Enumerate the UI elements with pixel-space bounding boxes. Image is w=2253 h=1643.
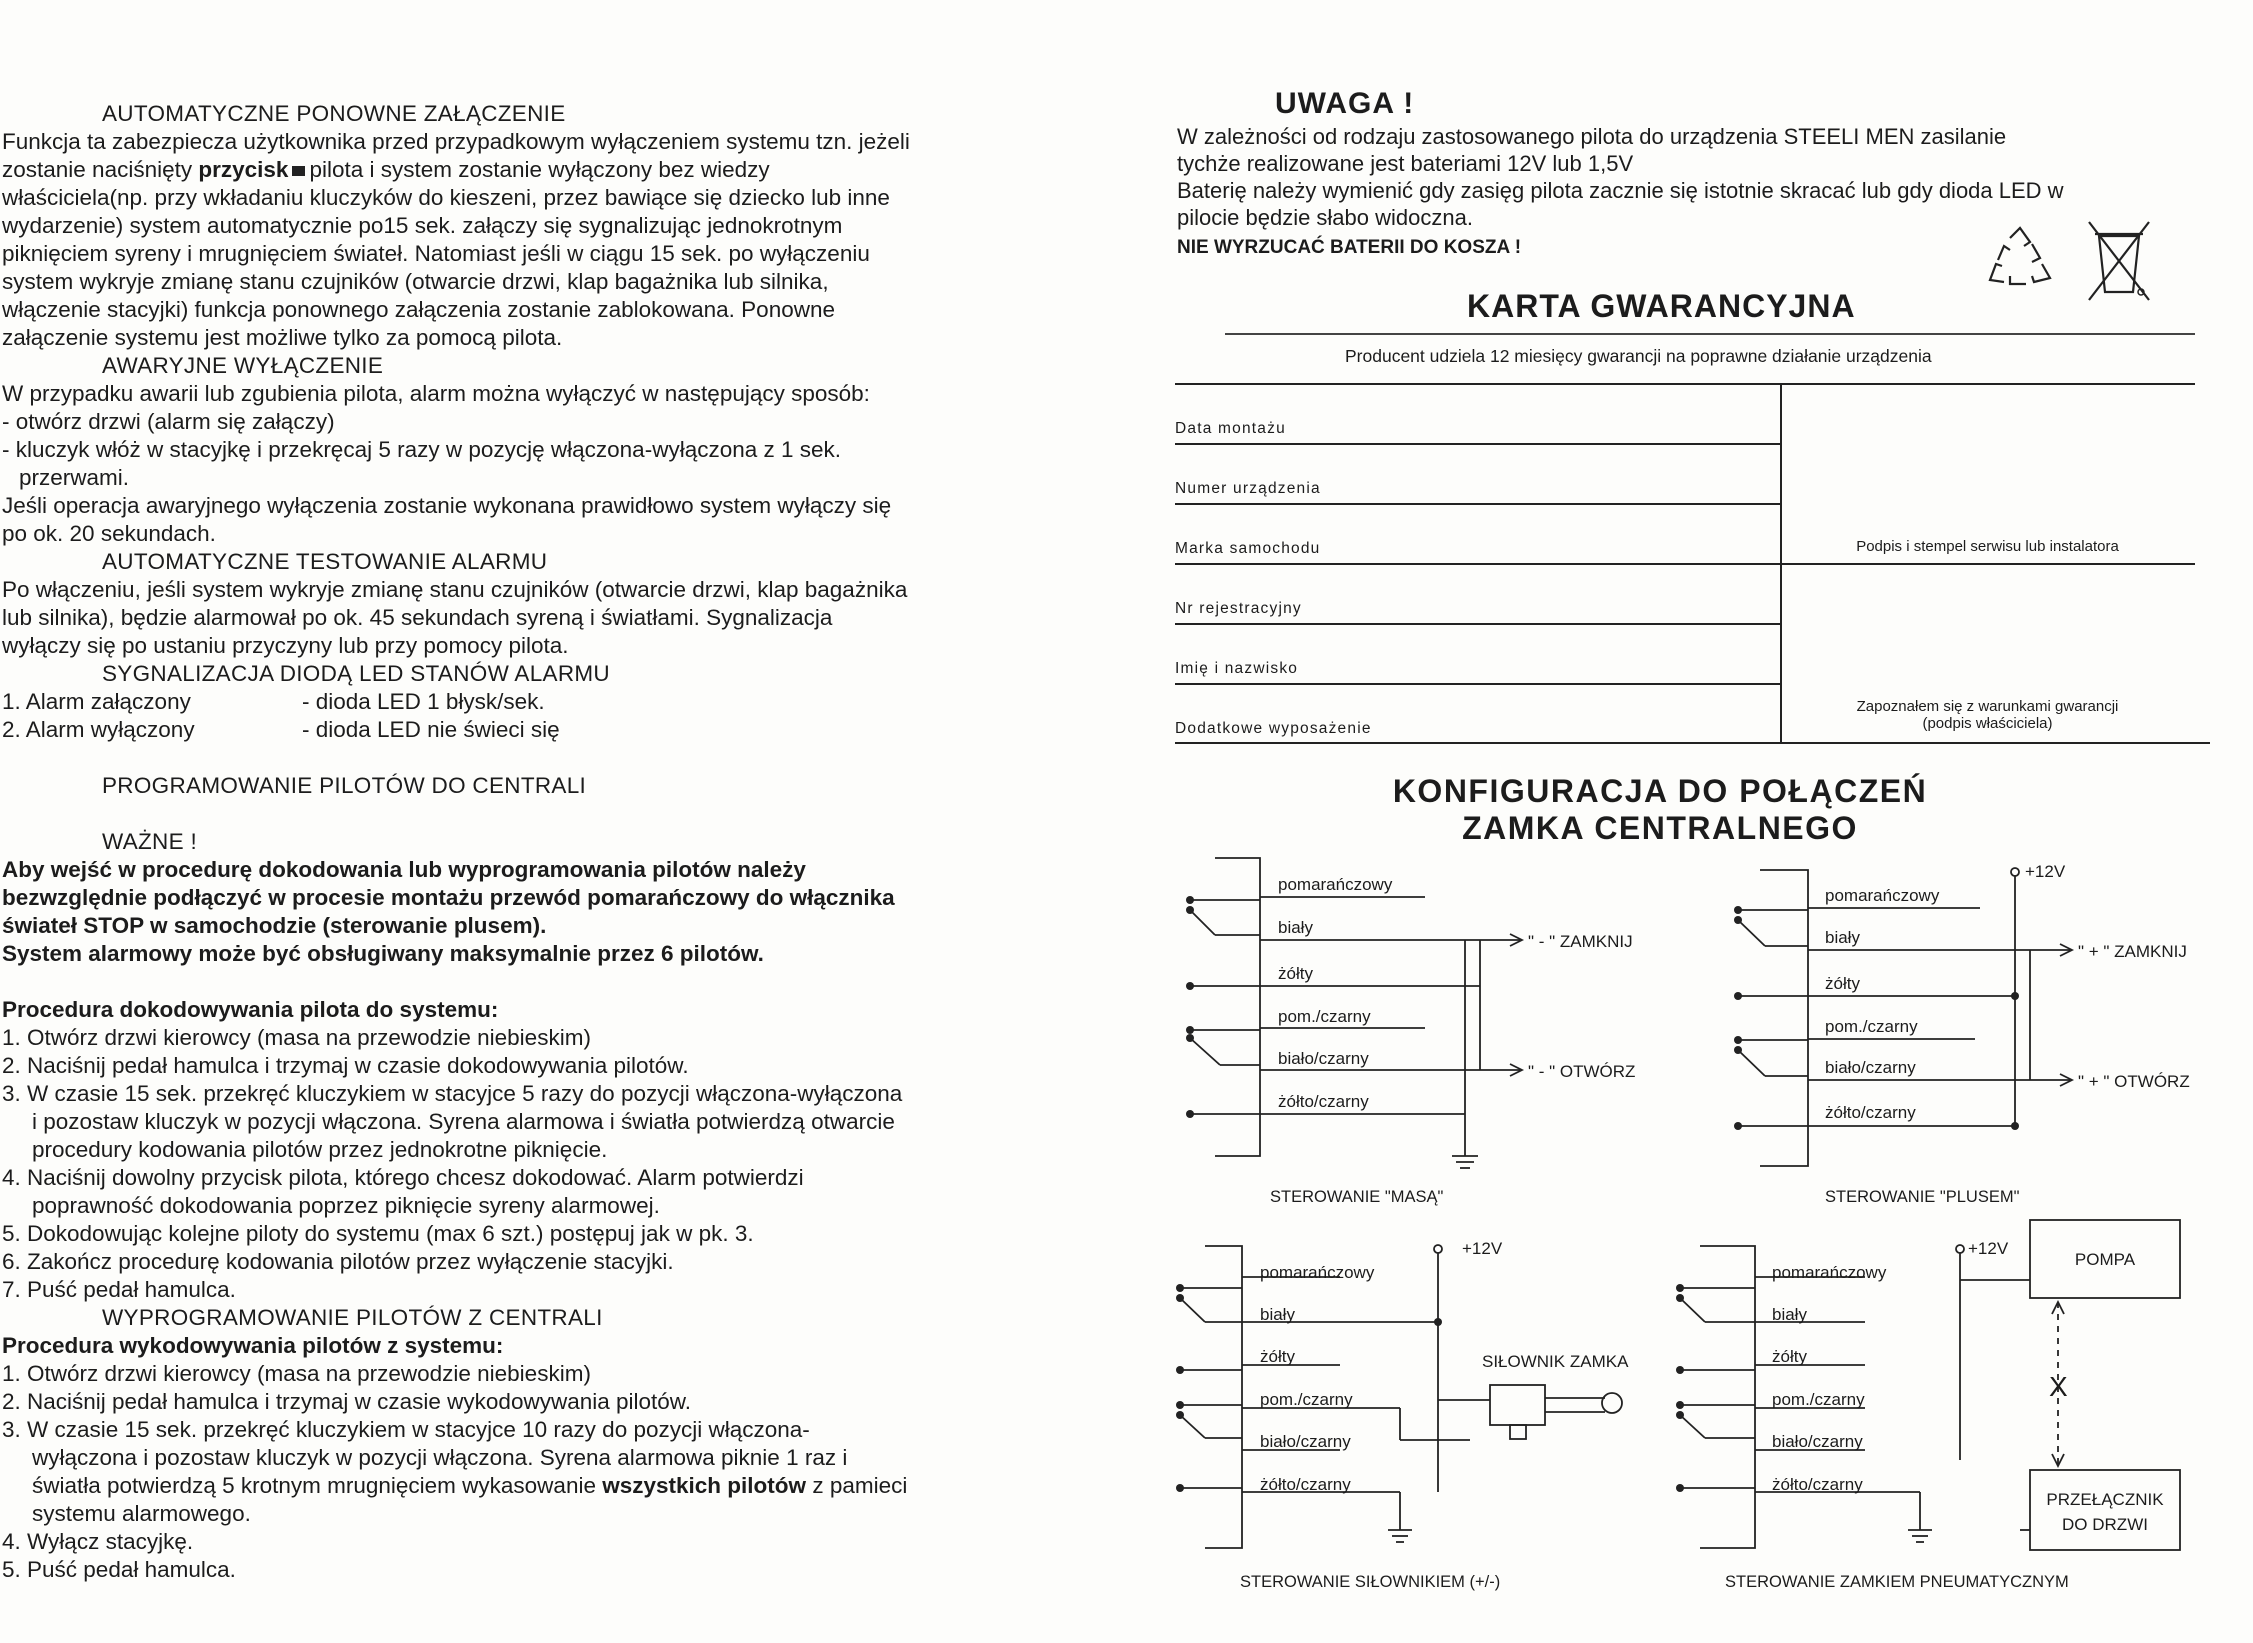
wire-label: pom./czarny [1825, 1017, 1918, 1036]
bold-line: Aby wejść w procedurę dokodowania lub wyprogramowania pilotów należy [2, 857, 806, 882]
switch-label-2: DO DRZWI [2062, 1515, 2148, 1534]
wire-label: pomarańczowy [1772, 1263, 1887, 1282]
step-line: 3. W czasie 15 sek. przekręć kluczykiem w stacyjce 5 razy do pozycji włączona-wyłączona [2, 1081, 903, 1106]
caption-plus: STEROWANIE "PLUSEM" [1825, 1188, 2020, 1206]
step-line: procedury kodowania pilotów przez jednokrotne piknięcie. [32, 1137, 608, 1162]
text-line: przerwami. [19, 465, 130, 490]
wire-label: biało/czarny [1772, 1432, 1863, 1451]
step-line: poprawność dokodowania poprzez piknięcie syreny alarmowej. [32, 1193, 660, 1218]
step-line: 2. Naciśnij pedał hamulca i trzymaj w czasie wykodowywania pilotów. [2, 1389, 692, 1414]
text-line: piknięciem syreny i mrugnięciem świateł. Natomiast jeśli w ciągu 15 sek. po wyłączeniu [2, 241, 870, 266]
caption-mass: STEROWANIE "MASĄ" [1270, 1188, 1444, 1206]
wire-label: biały [1278, 918, 1313, 937]
wire-label: żółto/czarny [1825, 1103, 1916, 1122]
plus12-label: +12V [1462, 1239, 1503, 1258]
heading-emergency: AWARYJNE WYŁĄCZENIE [102, 353, 384, 378]
crossed-bin-icon [2085, 214, 2153, 306]
field-extra-equipment: Dodatkowe wyposażenie [1175, 720, 1372, 737]
text-line: - otwórz drzwi (alarm się załączy) [2, 409, 335, 434]
wire-label: pomarańczowy [1825, 886, 1940, 905]
right-page [1160, 0, 2253, 1643]
important-label: WAŻNE ! [102, 829, 198, 854]
text-line: - kluczyk włóż w stacyjkę i przekręcaj 5 razy w pozycję włączona-wyłączona z 1 sek. [2, 437, 842, 462]
led-row: 1. Alarm załączony - dioda LED 1 błysk/sek. [2, 689, 545, 714]
text-line: Po włączeniu, jeśli system wykryje zmianę stanu czujników (otwarcie drzwi, klap bagażnika [2, 577, 908, 602]
heading-led: SYGNALIZACJA DIODĄ LED STANÓW ALARMU [102, 661, 610, 686]
wire-label: żółto/czarny [1260, 1475, 1351, 1494]
text-line: załączenie systemu jest możliwe tylko za pomocą pilota. [2, 325, 563, 350]
heading-auto-reengage: AUTOMATYCZNE PONOWNE ZAŁĄCZENIE [102, 101, 566, 126]
caption-actuator: STEROWANIE SIŁOWNIKIEM (+/-) [1240, 1573, 1501, 1591]
text-line: Funkcja ta zabezpiecza użytkownika przed przypadkowym wyłączeniem systemu tzn. jeżeli [2, 129, 910, 154]
text-line: wydarzenie) system automatycznie po15 sek. załączy się sygnalizując jednokrotnym [2, 213, 843, 238]
config-title: KONFIGURACJA DO POŁĄCZEŃ ZAMKA CENTRALNEGO [1392, 773, 1928, 846]
text-line: W przypadku awarii lub zgubienia pilota, alarm można wyłączyć w następujący sposób: [2, 381, 870, 406]
field-device-number: Numer urządzenia [1175, 480, 1321, 497]
wire-label: żółty [1825, 974, 1860, 993]
wire-label: żółty [1260, 1347, 1295, 1366]
recycle-icon [1980, 222, 2060, 302]
uwaga-text [1177, 123, 2064, 231]
wire-label: żółty [1772, 1347, 1807, 1366]
open-plus-label: " + " OTWÓRZ [2078, 1072, 2190, 1091]
text-line: pilocie będzie słabo widoczna. [1177, 205, 1473, 230]
step-line: 5. Puść pedał hamulca. [2, 1557, 236, 1582]
close-minus-label: " - " ZAMKNIJ [1528, 932, 1633, 951]
wire-label: żółto/czarny [1772, 1475, 1863, 1494]
step-line: 7. Puść pedał hamulca. [2, 1277, 236, 1302]
pump-label: POMPA [2074, 1250, 2136, 1269]
wire-label: pom./czarny [1772, 1390, 1865, 1409]
cross-mark: X [2049, 1371, 2068, 1402]
service-signature-label: Podpis i stempel serwisu lub instalatora [1856, 538, 2119, 555]
led-row: 2. Alarm wyłączony - dioda LED nie świeci się [2, 717, 560, 742]
step-line: 4. Wyłącz stacyjkę. [2, 1529, 194, 1554]
step-line: 5. Dokodowując kolejne piloty do systemu (max 6 szt.) postępuj jak w pk. 3. [2, 1221, 754, 1246]
step-line: 4. Naciśnij dowolny przycisk pilota, którego chcesz dokodować. Alarm potwierdzi [2, 1165, 804, 1190]
text-line: system wykryje zmianę stanu czujników (otwarcie drzwi, klap bagażnika lub silnika, [2, 269, 829, 294]
text-line: właściciela(np. przy wkładaniu kluczyków do kieszeni, przez bawiące się dziecko lub inne [2, 185, 890, 210]
wiring-diagrams [1160, 840, 2253, 1600]
text-line: tychże realizowane jest bateriami 12V lub 1,5V [1177, 151, 1634, 176]
wire-label: biały [1825, 928, 1860, 947]
wire-label: biało/czarny [1825, 1058, 1916, 1077]
owner-signature-label: Zapoznałem się z warunkami gwarancji (podpis właściciela) [1856, 698, 2119, 732]
field-install-date: Data montażu [1175, 420, 1286, 437]
bold-line: bezwzględnie podłączyć w procesie montażu przewód pomarańczowy do włącznika [2, 885, 895, 910]
field-car-make: Marka samochodu [1175, 540, 1321, 557]
wire-label: biały [1260, 1305, 1295, 1324]
left-page [0, 0, 1045, 1643]
step-line: 1. Otwórz drzwi kierowcy (masa na przewodzie niebieskim) [2, 1361, 591, 1386]
text-line: włączenie stacyjki) funkcja ponownego załączenia zostanie zablokowana. Ponowne [2, 297, 835, 322]
text-line: W zależności od rodzaju zastosowanego pilota do urządzenia STEELI MEN zasilanie [1177, 124, 2007, 149]
wire-label: pom./czarny [1260, 1390, 1353, 1409]
heading-programming: PROGRAMOWANIE PILOTÓW DO CENTRALI [102, 773, 587, 798]
wire-label: pom./czarny [1278, 1007, 1371, 1026]
procedure-title: Procedura dokodowywania pilota do systemu: [2, 997, 499, 1022]
step-line: 3. W czasie 15 sek. przekręć kluczykiem w stacyjce 10 razy do pozycji włączona- [2, 1417, 810, 1442]
text-line: Jeśli operacja awaryjnego wyłączenia zostanie wykonana prawidłowo system wyłączy się [2, 493, 892, 518]
wire-label: biało/czarny [1278, 1049, 1369, 1068]
caption-pneumatic: STEROWANIE ZAMKIEM PNEUMATYCZNYM [1725, 1573, 2069, 1591]
left-column-text [2, 100, 910, 1584]
wire-label: biały [1772, 1305, 1807, 1324]
text-line: zostanie naciśnięty przycisk pilota i system zostanie wyłączony bez wiedzy [2, 157, 770, 182]
uwaga-title: UWAGA ! [1275, 87, 1415, 120]
procedure-title: Procedura wykodowywania pilotów z systemu: [2, 1333, 504, 1358]
bold-line: świateł STOP w samochodzie (sterowanie plusem). [2, 913, 547, 938]
wire-label: żółty [1278, 964, 1313, 983]
text-line: lub silnika), będzie alarmował po ok. 45 sekundach syreną i światłami. Sygnalizacja [2, 605, 833, 630]
bold-line: System alarmowy może być obsługiwany maksymalnie przez 6 pilotów. [2, 941, 764, 966]
wire-label: pomarańczowy [1260, 1263, 1375, 1282]
diagram-actuator-control [1180, 1246, 1622, 1548]
heading-deprogramming: WYPROGRAMOWANIE PILOTÓW Z CENTRALI [102, 1305, 603, 1330]
text-line: wyłączy się po ustaniu przyczyny lub przy pomocy pilota. [2, 633, 569, 658]
open-minus-label: " - " OTWÓRZ [1528, 1062, 1636, 1081]
step-line: systemu alarmowego. [32, 1501, 251, 1526]
step-line: 6. Zakończ procedurę kodowania pilotów przez wyłączenie stacyjki. [2, 1249, 674, 1274]
wire-label: żółto/czarny [1278, 1092, 1369, 1111]
step-line: 2. Naciśnij pedał hamulca i trzymaj w czasie dokodowywania pilotów. [2, 1053, 689, 1078]
remote-button-icon [292, 166, 305, 176]
field-name: Imię i nazwisko [1175, 660, 1299, 677]
plus12-label: +12V [2025, 862, 2066, 881]
step-line: wyłączona i pozostaw kluczyk w pozycji włączona. Syrena alarmowa piknie 1 raz i [32, 1445, 848, 1470]
step-line: światła potwierdzą 5 krotnym mrugnięciem wykasowanie wszystkich pilotów z pamieci [32, 1473, 908, 1498]
warranty-producer-note: Producent udziela 12 miesięcy gwarancji na poprawne działanie urządzenia [1345, 346, 1932, 366]
close-plus-label: " + " ZAMKNIJ [2078, 942, 2187, 961]
wire-label: biało/czarny [1260, 1432, 1351, 1451]
step-line: 1. Otwórz drzwi kierowcy (masa na przewodzie niebieskim) [2, 1025, 591, 1050]
warranty-title: KARTA GWARANCYJNA [1467, 288, 1856, 324]
heading-autotest: AUTOMATYCZNE TESTOWANIE ALARMU [102, 549, 548, 574]
plus12-label: +12V [1968, 1239, 2009, 1258]
switch-label-1: PRZEŁĄCZNIK [2046, 1490, 2164, 1509]
text-line: po ok. 20 sekundach. [2, 521, 216, 546]
wire-label: pomarańczowy [1278, 875, 1393, 894]
text-line: Baterię należy wymienić gdy zasięg pilota zacznie się istotnie skracać lub gdy dioda LED w [1177, 178, 2064, 203]
actuator-label: SIŁOWNIK ZAMKA [1482, 1352, 1629, 1371]
battery-warning: NIE WYRZUCAĆ BATERII DO KOSZA ! [1177, 237, 1522, 258]
step-line: i pozostaw kluczyk w pozycji włączona. Syrena alarmowa i światła potwierdzą otwarcie [32, 1109, 895, 1134]
field-registration: Nr rejestracyjny [1175, 600, 1302, 617]
